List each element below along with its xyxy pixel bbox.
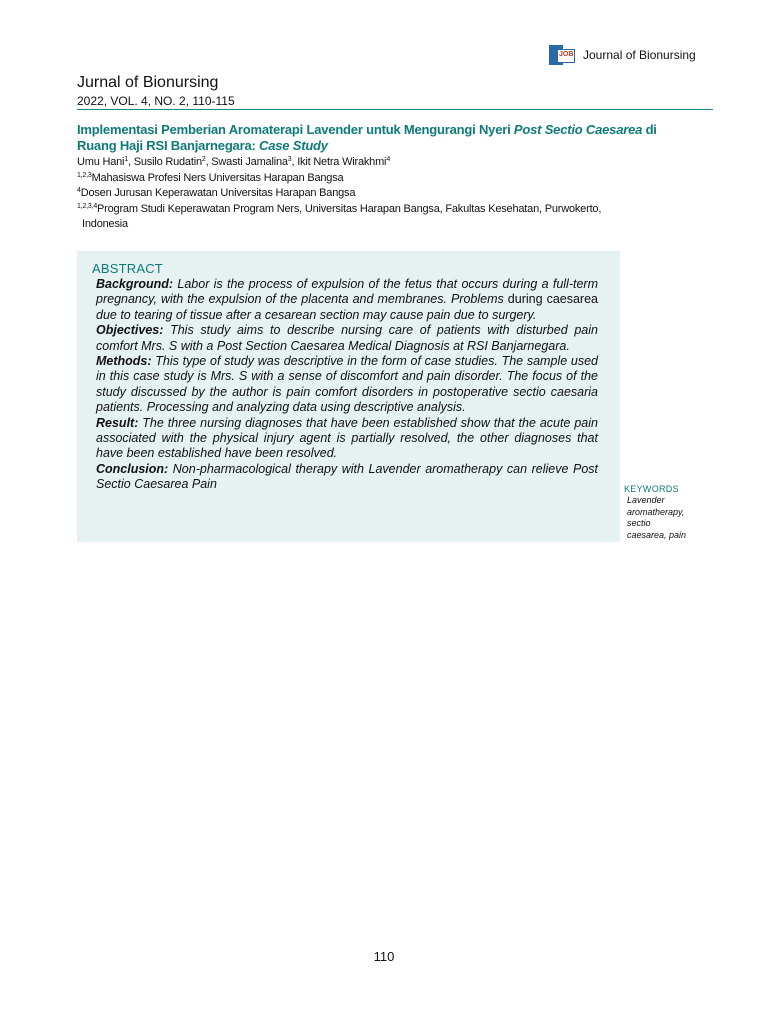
abstract-background: Background: Labor is the process of expulsion of the fetus that occurs during a full-term pregnancy, with the expulsion of the placenta and membranes. Problems during caesarea due to tearing of tissue after a cesarean section may cause pain due to surgery. — [96, 277, 598, 322]
abstract-conclusion: Conclusion: Non-pharmacological therapy with Lavender aromatherapy can relieve Post Sectio Caesarea Pain — [96, 461, 598, 492]
abstract-result: Result: The three nursing diagnoses that have been established show that the acute pain associated with the physical injury agent is partially resolved, the other diagnoses that have been established have been resolved. — [96, 415, 598, 461]
journal-volume: 2022, VOL. 4, NO. 2, 110-115 — [77, 94, 235, 108]
abstract-body — [96, 277, 598, 493]
affiliation-3: $^{1,2,3,4}$Program Studi Keperawatan Program Ners, Universitas Harapan Bangsa, Fakultas Kesehatan, Purwokerto, — [77, 203, 602, 215]
page-number: 110 — [373, 949, 395, 964]
abstract-methods: Methods: This type of study was descriptive in the form of case studies. The sample used in this case study is Mrs. S with a sense of discomfort and pain disorder. The focus of the study discussed by the author is pain comfort disorders in postoperative sectio caesaria patients. Processing and analyzing data using descriptive analysis. — [96, 354, 598, 415]
keywords-list: Lavender aromatherapy, sectio caesarea, pain — [627, 495, 687, 540]
header-divider — [77, 109, 713, 110]
brand-name: Journal of Bionursing — [583, 48, 696, 62]
abstract-box — [77, 251, 620, 542]
journal-name: Jurnal of Bionursing — [77, 74, 219, 91]
affiliation-3-cont: Indonesia — [82, 218, 128, 230]
author-list: Umu Hani$^1$, Susilo Rudatin$^2$, Swasti Jamalina$^3$, Ikit Netra Wirakhmi$^4$ — [77, 156, 391, 168]
affiliation-1: $^{1,2,3}$Mahasiswa Profesi Ners Universitas Harapan Bangsa — [77, 172, 344, 184]
paper-title: Implementasi Pemberian Aromaterapi Lavender untuk Mengurangi Nyeri Post Sectio Caesarea di Ruang Haji RSI Banjarnegara: Case Study — [77, 122, 657, 153]
logo-text: JOB — [559, 51, 574, 58]
journal-brand — [549, 43, 696, 67]
keywords-heading: KEYWORDS — [624, 484, 679, 494]
journal-logo-icon — [549, 43, 573, 67]
abstract-objectives: Objectives: This study aims to describe nursing care of patients with disturbed pain comfort Mrs. S with a Post Section Caesarea Medical Diagnosis at RSI Banjarnegara. — [96, 323, 598, 353]
affiliation-2: $^4$Dosen Jurusan Keperawatan Universitas Harapan Bangsa — [77, 187, 356, 199]
abstract-heading: ABSTRACT — [92, 261, 163, 276]
